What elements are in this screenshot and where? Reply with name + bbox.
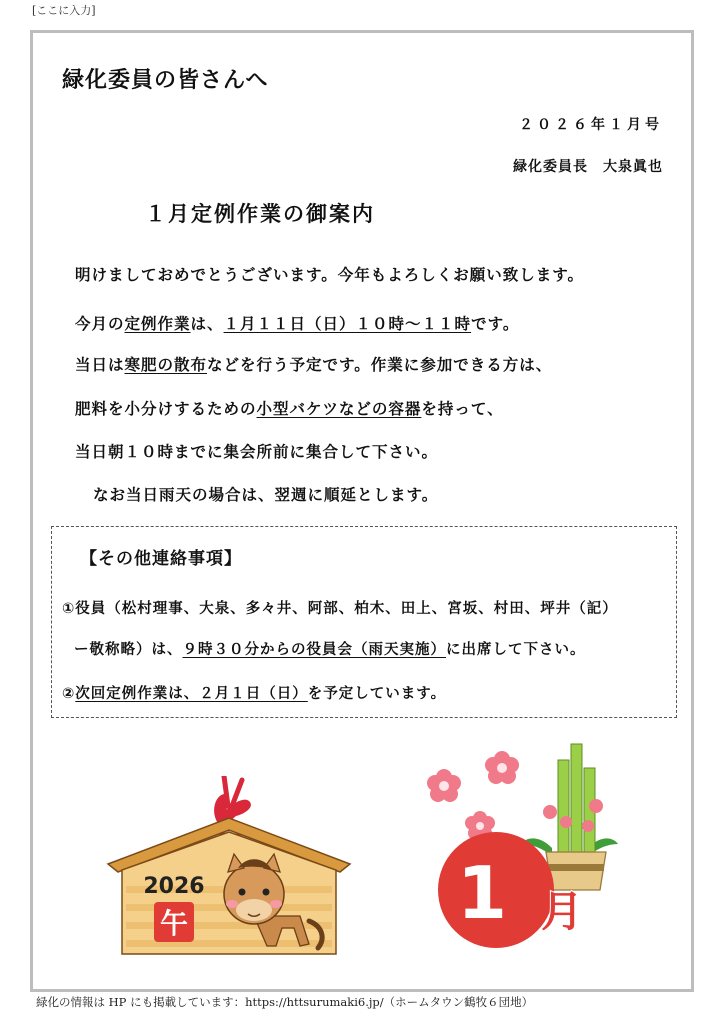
notice-heading: 【その他連絡事項】 (80, 549, 242, 569)
notice-number-2: ② (62, 686, 76, 702)
work-datetime: １月１１日（日）１０時～１１時 (223, 315, 472, 333)
board-meeting: ９時３０分からの役員会（雨天実施） (182, 642, 446, 658)
notice-text-a: ー敬称略）は、 (74, 642, 183, 658)
task-name: 寒肥の散布 (124, 356, 208, 374)
ema-kanji: 午 (159, 907, 189, 940)
regular-work-label: 定例作業 (124, 315, 191, 333)
ema-horse-illustration (104, 776, 354, 961)
plum-blossom-icon (427, 751, 519, 840)
schedule-text-a: 今月の (75, 315, 125, 333)
schedule-text-e: です。 (471, 315, 520, 333)
footer-note: 緑化の情報は HP にも掲載しています：https://httsurumaki6.jp/（ホームタウン鶴牧６団地） (36, 995, 534, 1009)
next-work-date: 次回定例作業は、２月１日（日） (75, 686, 308, 702)
schedule-text-c: は、 (190, 315, 224, 333)
task-text-c: などを行う予定です。作業に参加できる方は、 (207, 356, 553, 374)
schedule-line (75, 312, 519, 334)
notice-item-1-cont (74, 638, 586, 659)
rain-line: なお当日雨天の場合は、翌週に順延とします。 (93, 486, 439, 504)
placeholder-tag: [ここに入力] (32, 4, 96, 17)
greeting-line: 明けましておめでとうございます。今年もよろしくお願い致します。 (75, 266, 585, 284)
items-line (75, 397, 504, 419)
container-item: 小型バケツなどの容器 (256, 400, 422, 418)
items-text-c: を持って、 (421, 400, 504, 418)
meeting-line: 当日朝１０時までに集会所前に集合して下さい。 (75, 443, 439, 461)
ema-year: 2026 (143, 874, 205, 899)
document-title: １月定例作業の御案内 (145, 202, 375, 226)
notice-text-2c: を予定しています。 (307, 686, 447, 702)
month-kanji: 月 (540, 887, 584, 936)
month-number: 1 (456, 851, 508, 935)
notice-item-2 (62, 682, 446, 703)
january-illustration (420, 740, 620, 950)
issue-date: ２０２６年１月号 (519, 117, 663, 133)
task-line (75, 353, 552, 375)
notice-text-c: に出席して下さい。 (446, 642, 586, 658)
addressee: 緑化委員の皆さんへ (62, 68, 269, 93)
notice-item-1: ①役員（松村理事、大泉、多々井、阿部、柏木、田上、宮坂、村田、坪井（記） (62, 601, 618, 617)
items-text-a: 肥料を小分けするための (75, 400, 257, 418)
task-text-a: 当日は (75, 356, 125, 374)
sender: 緑化委員長 大泉眞也 (513, 159, 663, 175)
